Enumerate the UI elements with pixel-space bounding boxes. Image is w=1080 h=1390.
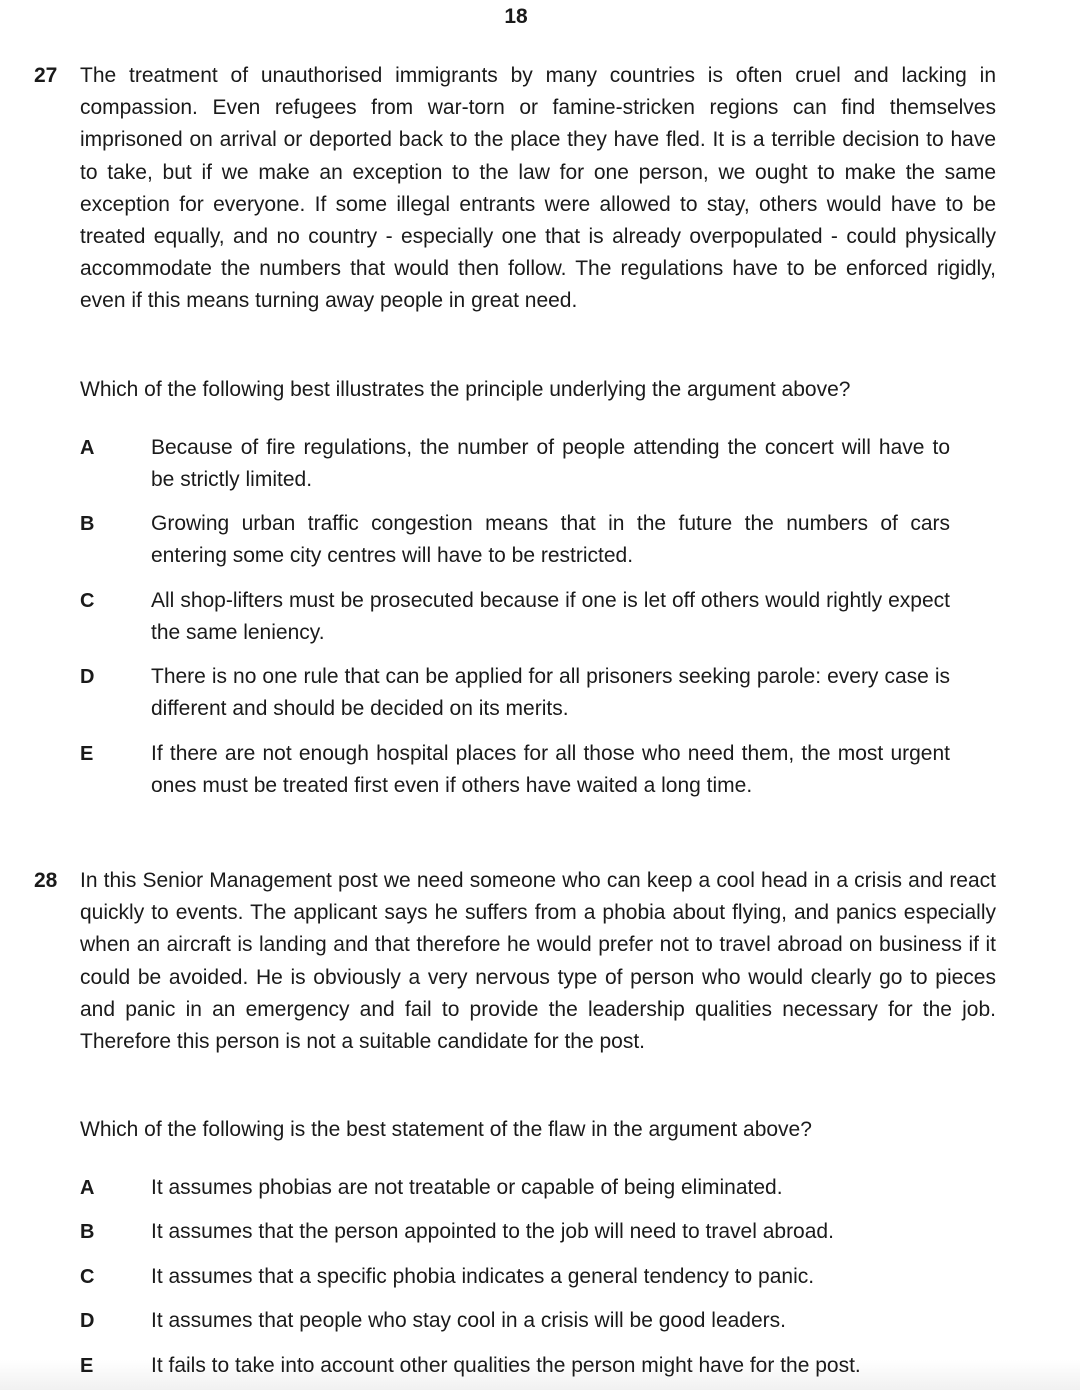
question-passage: The treatment of unauthorised immigrants by many countries is often cruel and lacking in compassion. Even refugees from war-torn or famine-stricken regions can find themselves imprisoned on arrival or deported back to the place they have fled. It is a terrible decision to have to take, but if we make an exception to the law for one person, we ought to make the same exception for everyone. If some illegal entrants were allowed to stay, others would have to be treated equally, and no country - especially one that is already overpopulated - could physically accommodate the numbers that would then follow. The regulations have to be enforced rigidly, even if this means turning away people in great need. <box>80 64 996 313</box>
option-letter: E <box>80 1355 94 1377</box>
option-letter: B <box>80 1221 95 1243</box>
question-27-prompt-block <box>34 374 996 406</box>
option-letter: D <box>80 666 95 688</box>
question-prompt: Which of the following is the best statement of the flaw in the argument above? <box>80 1118 812 1141</box>
option-text: It assumes that people who stay cool in a crisis will be good leaders. <box>151 1309 786 1332</box>
page-number: 18 <box>504 5 528 28</box>
option-e[interactable] <box>34 738 950 802</box>
option-letter: B <box>80 513 95 535</box>
option-text: Growing urban traffic congestion means that in the future the numbers of cars entering some city centres will have to be restricted. <box>151 512 950 567</box>
question-number: 28 <box>34 869 58 892</box>
option-text: There is no one rule that can be applied for all prisoners seeking parole: every case is different and should be decided on its merits. <box>151 665 950 720</box>
option-letter: C <box>80 1266 95 1288</box>
option-text: It fails to take into account other qualities the person might have for the post. <box>151 1354 861 1377</box>
question-28-prompt-block <box>34 1114 996 1146</box>
option-text: Because of fire regulations, the number of people attending the concert will have to be strictly limited. <box>151 436 950 491</box>
option-d[interactable] <box>34 1305 950 1337</box>
option-text: It assumes that the person appointed to the job will need to travel abroad. <box>151 1220 834 1243</box>
option-text: All shop-lifters must be prosecuted because if one is let off others would rightly expect the same leniency. <box>151 589 950 644</box>
option-c[interactable] <box>34 585 950 649</box>
option-text: If there are not enough hospital places for all those who need them, the most urgent ones must be treated first even if others have waited a long time. <box>151 742 950 797</box>
option-a[interactable] <box>34 1172 950 1204</box>
question-27 <box>34 60 996 318</box>
option-a[interactable] <box>34 432 950 496</box>
option-c[interactable] <box>34 1261 950 1293</box>
question-number: 27 <box>34 64 58 87</box>
option-letter: A <box>80 1177 95 1199</box>
question-28 <box>34 865 996 1058</box>
option-letter: E <box>80 743 94 765</box>
question-prompt: Which of the following best illustrates the principle underlying the argument above? <box>80 378 851 401</box>
option-letter: A <box>80 437 95 459</box>
option-text: It assumes phobias are not treatable or capable of being eliminated. <box>151 1176 783 1199</box>
question-passage: In this Senior Management post we need someone who can keep a cool head in a crisis and react quickly to events. The applicant says he suffers from a phobia about flying, and panics especially when an aircraft is landing and that therefore he would prefer not to travel abroad on business if it could be avoided. He is obviously a very nervous type of person who would clearly go to pieces and panic in an emergency and fail to provide the leadership qualities necessary for the job. Therefore this person is not a suitable candidate for the post. <box>80 869 996 1054</box>
option-d[interactable] <box>34 661 950 725</box>
option-e[interactable] <box>34 1350 950 1382</box>
option-letter: C <box>80 590 95 612</box>
option-b[interactable] <box>34 1216 950 1248</box>
option-b[interactable] <box>34 508 950 572</box>
option-letter: D <box>80 1310 95 1332</box>
option-text: It assumes that a specific phobia indicates a general tendency to panic. <box>151 1265 815 1288</box>
